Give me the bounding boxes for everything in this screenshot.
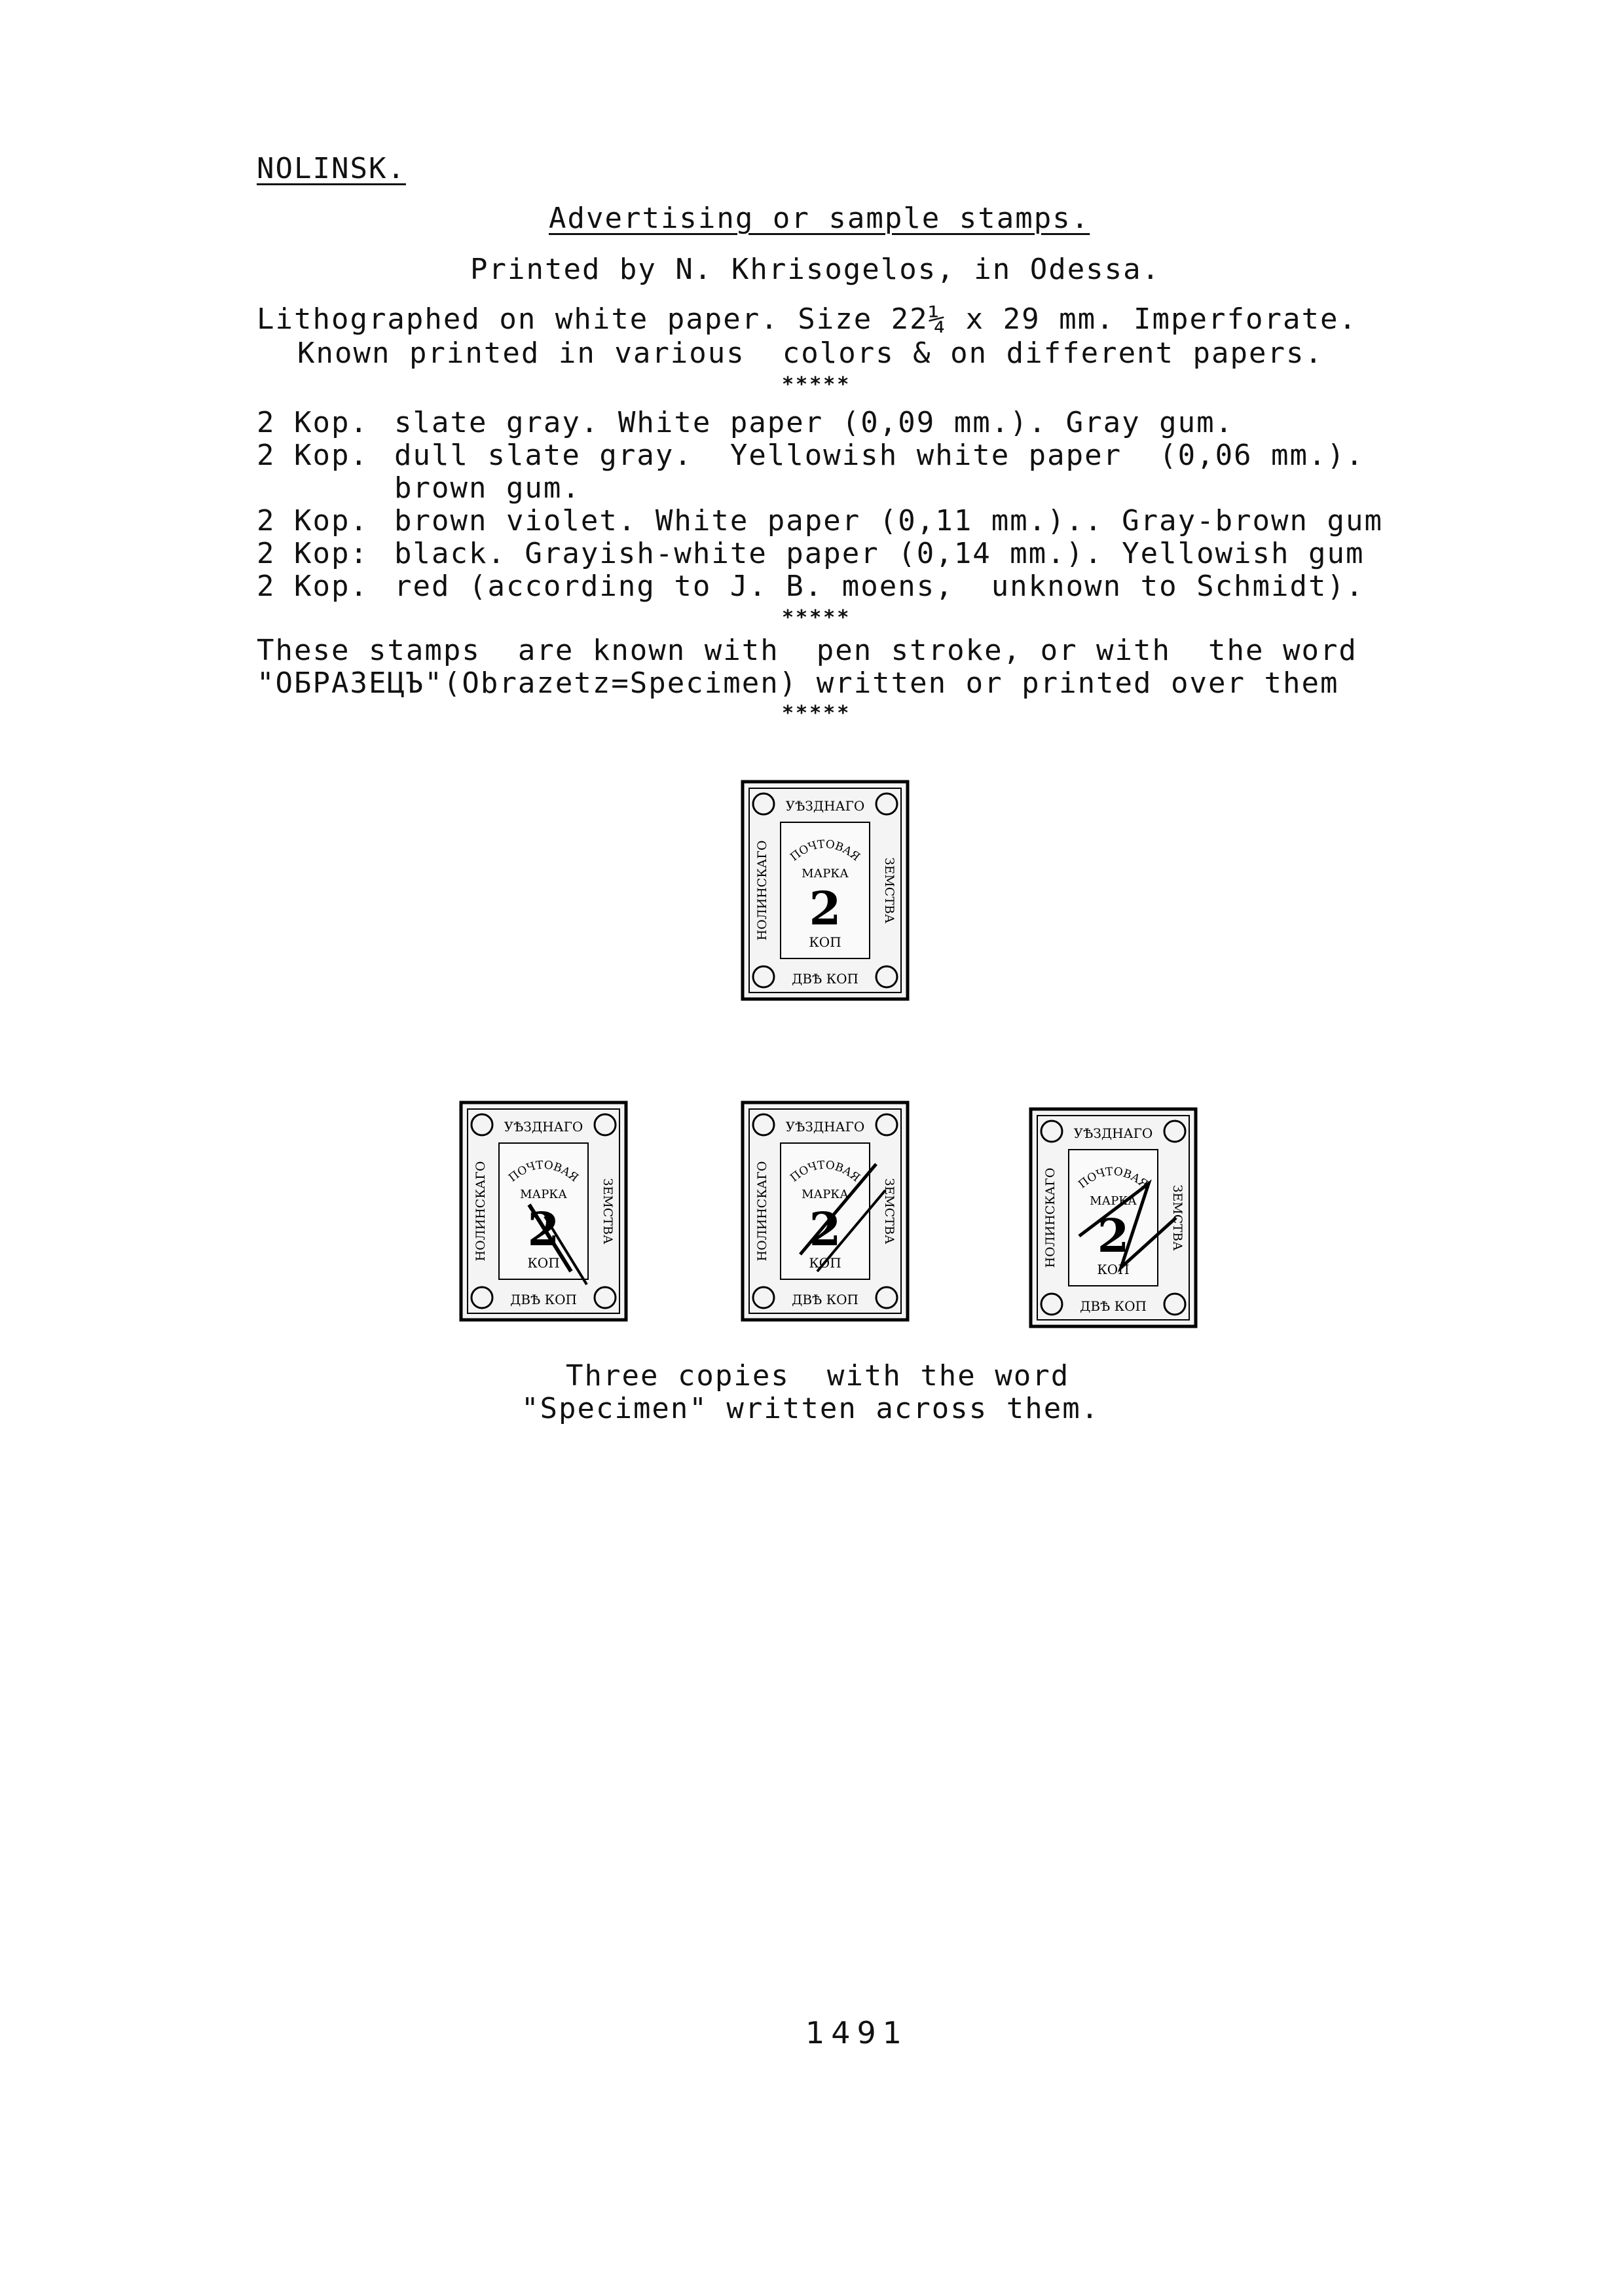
- stamp-value: 2: [809, 1202, 841, 1256]
- listing-value: 2 Kop:: [257, 537, 369, 570]
- stamp-kop-text: КОП: [809, 1255, 841, 1271]
- listing-text: red (according to J. B. moens, unknown to Schmidt).: [394, 570, 1365, 603]
- stamp-image: [458, 1100, 629, 1322]
- listing-text: dull slate gray. Yellowish white paper (0,06 mm.).: [394, 439, 1365, 472]
- intro-line-1: Lithographed on white paper. Size 22¼ x 29 mm. Imperforate.: [257, 302, 1357, 336]
- stamp-left-text: НОЛИНСКАГО: [473, 1161, 488, 1262]
- note-line-2: "OБPA3EЦЪ"(Obrazetz=Specimen) written or printed over them: [257, 666, 1339, 700]
- stamp-top-text: УѢЗДНАГО: [785, 798, 865, 814]
- stamp-right-text: ЗЕМСТВА: [600, 1178, 615, 1245]
- separator-1: *****: [782, 373, 851, 396]
- separator-2: *****: [782, 606, 851, 629]
- listing-text: slate gray. White paper (0,09 mm.). Gray gum.: [394, 406, 1234, 439]
- stamp-kop-text: КОП: [809, 934, 841, 950]
- listing-value: 2 Kop.: [257, 439, 369, 472]
- stamp-arc-text: ПОЧТОВАЯ: [1076, 1165, 1151, 1192]
- stamp-bottom-text: ДВѢ КОП: [792, 971, 858, 987]
- page-title: Advertising or sample stamps.: [549, 202, 1090, 235]
- listing-value: 2 Kop.: [257, 406, 369, 439]
- caption-line-1: Three copies with the word: [566, 1359, 1070, 1393]
- stamp-bottom-text: ДВѢ КОП: [792, 1292, 858, 1307]
- caption-line-2: "Specimen" written across them.: [521, 1392, 1100, 1425]
- stamp-center-text: МАРКА: [1090, 1194, 1137, 1208]
- stamp-center-text: МАРКА: [520, 1188, 567, 1201]
- stamp-kop-text: КОП: [527, 1255, 560, 1271]
- stamp-right-text: ЗЕМСТВА: [882, 857, 896, 924]
- intro-line-2: Known printed in various colors & on different papers.: [297, 337, 1323, 370]
- stamp-image: [740, 1100, 910, 1322]
- stamp-top-text: УѢЗДНАГО: [785, 1119, 865, 1135]
- heading: NOLINSK.: [257, 152, 406, 185]
- listing-text: brown violet. White paper (0,11 mm.).. Gray-brown gum: [394, 504, 1383, 538]
- stamp-top-text: УѢЗДНАГО: [504, 1119, 583, 1135]
- stamp-arc-text: ПОЧТОВАЯ: [788, 837, 862, 864]
- stamp-right-text: ЗЕМСТВА: [882, 1178, 896, 1245]
- stamp-image: [1028, 1106, 1198, 1329]
- listing-value: 2 Kop.: [257, 504, 369, 538]
- note-line-1: These stamps are known with pen stroke, or with the word: [257, 634, 1357, 667]
- stamp-bottom-text: ДВѢ КОП: [1080, 1298, 1147, 1314]
- listing-value: 2 Kop.: [257, 570, 369, 603]
- stamp-center-text: МАРКА: [802, 1188, 849, 1201]
- listing-text: black. Grayish-white paper (0,14 mm.). Yellowish gum: [394, 537, 1365, 570]
- stamp-bottom-text: ДВѢ КОП: [510, 1292, 577, 1307]
- page-number: 1491: [805, 2015, 909, 2050]
- separator-3: *****: [782, 702, 851, 725]
- stamp-arc-text: ПОЧТОВАЯ: [506, 1158, 581, 1185]
- stamp-top-text: УѢЗДНАГО: [1073, 1125, 1153, 1141]
- stamp-left-text: НОЛИНСКАГО: [755, 1161, 769, 1262]
- stamp-left-text: НОЛИНСКАГО: [1043, 1167, 1058, 1268]
- stamp-image: [740, 779, 910, 1002]
- stamp-left-text: НОЛИНСКАГО: [755, 840, 769, 941]
- stamp-kop-text: КОП: [1097, 1262, 1130, 1277]
- stamp-value: 2: [1097, 1209, 1130, 1263]
- stamp-value: 2: [809, 881, 841, 936]
- printer-line: Printed by N. Khrisogelos, in Odessa.: [470, 253, 1161, 286]
- stamp-right-text: ЗЕМСТВА: [1170, 1184, 1185, 1251]
- stamp-center-text: МАРКА: [802, 867, 849, 881]
- stamp-value: 2: [527, 1202, 560, 1256]
- listing-text: brown gum.: [394, 471, 581, 505]
- stamp-arc-text: ПОЧТОВАЯ: [788, 1158, 862, 1185]
